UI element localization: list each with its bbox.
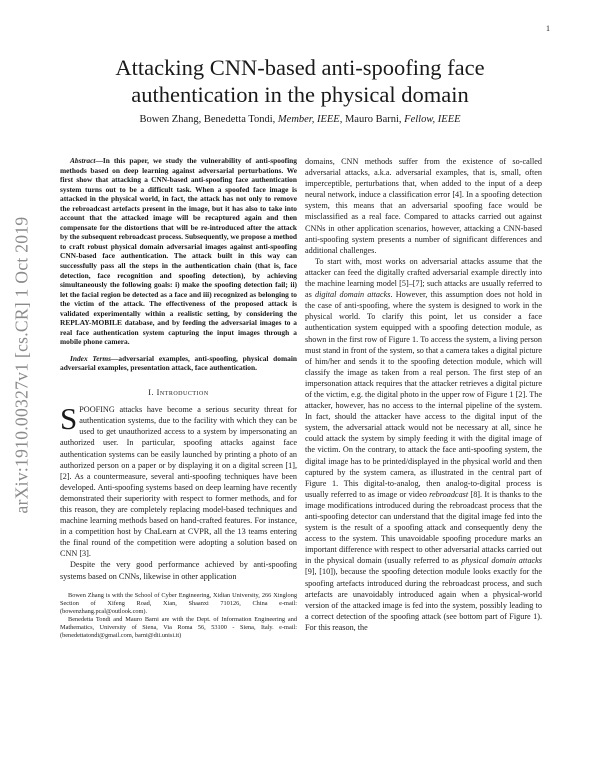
index-terms [60,354,297,373]
abstract-label: Abstract [70,156,96,165]
intro-paragraph-2: Despite the very good performance achieved by anti-spoofing systems based on CNNs, likewise in other application [60,560,297,581]
author-role-fellow: Fellow, IEEE [404,114,461,125]
rp2-c: [8]. It is thanks to the image modifications introduced during the rebroadcast process that the anti-spoofing detector can understand that the digital image fed into the system is the result of a spoofing attack and consequently deny the access to the system. This unavoidable spoofing procedure marks an important difference with respect to other adversarial attacks carried out in the physical domain (usually referred to as [305,489,542,566]
author-name-barni: Mauro Barni, [344,114,402,125]
paper-title: Attacking CNN-based anti-spoofing face authentication in the physical domain [115,55,485,107]
intro-paragraph-1 [60,401,297,559]
rp2-term-rebroadcast: rebroadcast [429,489,469,499]
rp2-term-digital: digital domain attacks [315,290,391,300]
left-column [60,156,297,640]
first-word: POOFING [79,405,115,415]
arxiv-id: arXiv:1910.00327v1 [cs.CR] 1 Oct 2019 [11,216,32,514]
rp2-a: To start with, most works on adversarial attacks assume that the attacker can feed the digitally crafted adversarial example directly into the machine learning model [5]–[7]; such attacks are usually referred to as [305,256,542,300]
right-column [305,156,542,633]
arxiv-watermark [2,180,42,550]
rp2-b: . However, this assumption does not hold in the case of anti-spoofing, where the system is designed to work in the physical world. To clarify this point, let us consider a face authentication system equipped with a spoofing detection module, as shown in the first row of Figure 1. To access the system, a living person must stand in front of the system, so that a camera takes a digital picture of him/her and sends it to the spoofing detection module, which will classify the image as taken from a real person. The first step of an impersonation attack requires that the attacker retrieves a digital picture of the victim, e.g. the digital photo in the upper row of Figure 1 [2]. The attacker, however, has no access to the internal pipeline of the system. In fact, should the attacker have access to the digital input of the system, the adversarial attack would not be necessary at all, since he could attack the system by simply feeding it with the digital image of the victim. On the contrary, to attack the face anti-spoofing system, the digital image has to be printed/displayed in the physical world and then captured by the system camera, as illustrated in the central part of Figure 1. This digital-to-analog, then analog-to-digital process is usually referred to as image or video [305,290,542,499]
rp2-d: [9], [10]), because the spoofing detection module looks exactly for the spoofing artefacts introduced during the rebroadcast process, and such artefacts are unavoidably introduced again when a physical-world version of the attacked image is fed into the system, possibly leading to a correct detection of the spoofing attack (see bottom part of Figure 1). For this reason, the [305,567,542,632]
author-names: Bowen Zhang, Benedetta Tondi, [139,114,276,125]
intro-p1-text: attacks have become a serious security threat for authentication systems, due to the facility with which they can be used to get unauthorized access to a system by impersonating an authorized user. In particular, spoofing attacks against face authentication systems can be easily launched by printing a photo of an authorized person on a paper or by displaying it on a digital screen [1], [2]. As a countermeasure, several anti-spoofing techniques have been developed. Anti-spoofing systems based on deep learning have recently demonstrated their superiority with respect to former methods, and for this reason, they are completely replacing model-based techniques and machine learning methods based on hand-crafted features. For instance, in a competition host by ChaLearn at CVPR, all the 13 teams entering the final round of the competition were adopting a solution based on CNN [3]. [60,405,297,559]
abstract-text: —In this paper, we study the vulnerability of anti-spoofing methods based on deep learning against adversarial perturbations. We first show that attacking a CNN-based anti-spoofing face authentication system turns out to be a difficult task. When a spoofed face image is attacked in the physical world, in fact, the attack has not only to remove the rebroadcast artefacts present in the image, but it has also to take into account that the attacked image will be recaptured again and then compensate for the distortions that will be re-introduced after the attack by the subsequent rebroadcast process. Subsequently, we propose a method to craft robust physical domain adversarial images against anti-spoofing CNN-based face authentication. The attack built in this way can successfully pass all the steps in the authentication chain (that is, face detection, face recognition and spoofing detection), by achieving simultaneously the following goals: i) make the spoofing detection fail; ii) let the facial region be detected as a face and iii) recognized as belonging to the victim of the attack. The effectiveness of the proposed attack is validated experimentally within a realistic setting, by considering the REPLAY-MOBILE database, and by feeding the adversarial images to a real face authentication system capturing the input images through a mobile phone camera. [60,156,298,347]
abstract [60,156,297,347]
footnote-affiliation-2: Benedetta Tondi and Mauro Barni are with the Dept. of Information Engineering and Mathematics, University of Siena, Via Roma 56, 53100 - Siena, Italy. e-mail: (benedettatondi@gmail.com, barni@dii.unisi.it) [60,615,297,640]
author-role-member: Member, IEEE, [277,114,343,125]
section-heading-introduction: I. Introduction [148,388,209,398]
right-paragraph-2 [305,256,542,633]
index-terms-text: —adversarial examples, anti-spoofing, physical domain adversarial examples, presentation attack, face authentication. [60,353,298,373]
rp2-term-physical: physical domain attacks [461,556,542,566]
drop-cap: S [60,401,78,437]
author-line [60,114,540,125]
right-paragraph-1: domains, CNN methods suffer from the existence of so-called adversarial attacks, a.k.a. adversarial examples, that is, small, often imperceptible, perturbations that, when added to the input of a deep neural network, induce a classification error [4]. In a spoofing detection system, this means that an adversarial spoofing face would be misclassified as a real face. Compared to attacks carried out against CNNs in other application scenarios, however, attacking a CNN-based anti-spoofing system presents a number of significant differences and additional challenges. [305,157,542,255]
index-terms-label: Index Terms [70,353,111,363]
page-number: 1 [546,24,550,33]
footnote-affiliation-1: Bowen Zhang is with the School of Cyber Engineering, Xidian University, 266 Xinglong Section of Xifeng Road, Xian, Shaanxi 710126, China e-mail: (bowenzhang.pcal@outlook.com). [60,591,297,615]
footnotes [60,592,297,641]
